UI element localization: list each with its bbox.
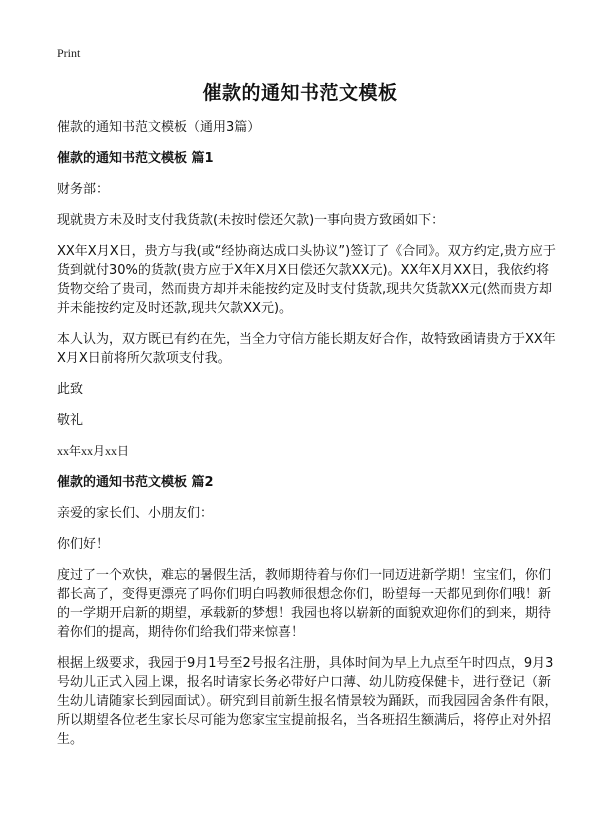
document-body	[57, 118, 560, 761]
section-2-heading: 催款的通知书范文模板 篇2	[57, 475, 214, 490]
section-1-greeting: 财务部：	[57, 182, 110, 197]
section-2-greeting: 亲爱的家长们、小朋友们：	[57, 506, 214, 521]
document-subtitle: 催款的通知书范文模板（通用3篇）	[57, 120, 261, 135]
section-2-hello: 你们好！	[57, 537, 110, 552]
document-title: 催款的通知书范文模板	[202, 82, 398, 104]
print-link[interactable]: Print	[57, 46, 81, 60]
section-2-body-1: 度过了一个欢快，难忘的暑假生活，教师期待着与你们一同迈进新学期！宝宝们，你们都长高了，变得更漂亮了吗你们明白吗教师很想念你们，盼望每一天都见到你们哦！新的一学期开启新的期望，承载新的梦想！我园也将以崭新的面貌欢迎你们的到来，期待着你们的提高，期待你们给我们带来惊喜！	[57, 568, 552, 640]
section-1-body-1: XX年X月X日，贵方与我(或“经协商达成口头协议”)签订了《合同》。双方约定,贵方应于货到就付30%的货款(贵方应于X年X月X日偿还欠款XX元)。XX年X月XX日，我依约将货物交给了贵司，然而贵方却并未能按约定及时支付货款,现共欠货款XX元(然而贵方却并未能按约定及时还款,现共欠款XX元)。	[57, 244, 556, 316]
section-1-intro: 现就贵方未及时支付我货款(未按时偿还欠款)一事向贵方致函如下：	[57, 213, 445, 228]
section-1-closing-2: 敬礼	[57, 413, 84, 428]
section-1-body-2: 本人认为，双方既已有约在先，当全力守信方能长期友好合作，故特致函请贵方于XX年X月X日前将所欠款项支付我。	[57, 332, 556, 366]
section-1-closing-1: 此致	[57, 382, 84, 397]
section-1-heading: 催款的通知书范文模板 篇1	[57, 151, 214, 166]
section-2-body-2: 根据上级要求，我园于9月1号至2号报名注册，具体时间为早上九点至午时四点，9月3号幼儿正式入园上课，报名时请家长务必带好户口薄、幼儿防疫保健卡，进行登记（新生幼儿请随家长到园面试）。研究到目前新生报名情景较为踊跃，而我园园舍条件有限，所以期望各位老生家长尽可能为您家宝宝提前报名，当各班招生额满后，将停止对外招生。	[57, 656, 558, 747]
section-1-date: xx年xx月xx日	[57, 444, 130, 458]
